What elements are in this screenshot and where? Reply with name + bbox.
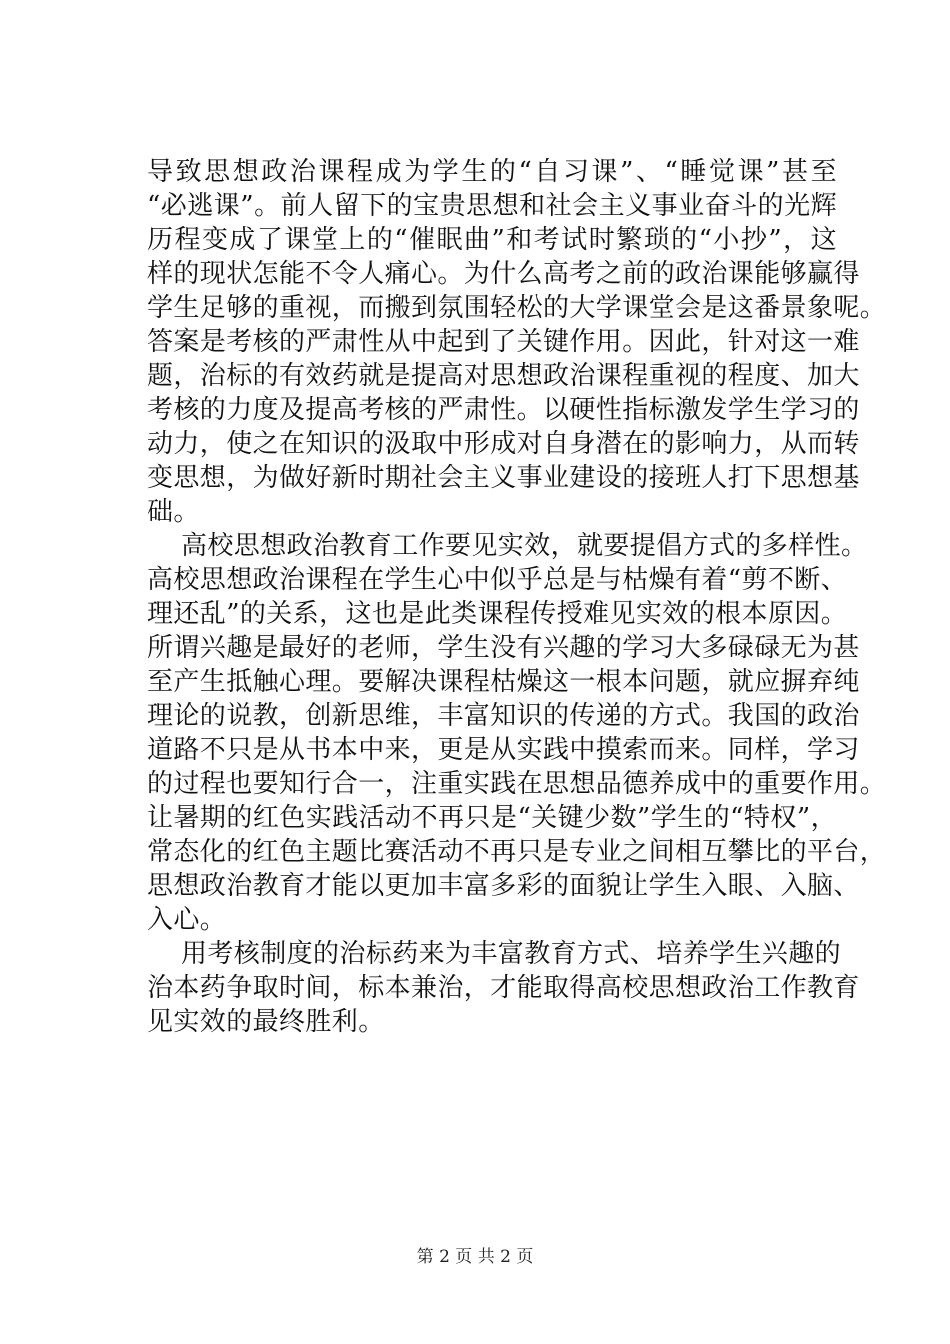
text-line: 让暑期的红色实践活动不再只是“关键少数”学生的“特权”， bbox=[147, 803, 837, 833]
text-line: 入心。 bbox=[147, 905, 227, 935]
text-line: 高校思想政治教育工作要见实效，就要提倡方式的多样性。 bbox=[181, 531, 868, 561]
paragraph-3 bbox=[147, 937, 860, 1039]
text-line: 导致思想政治课程成为学生的“自习课”、“睡觉课”甚至 bbox=[147, 157, 837, 187]
text-line: 理还乱”的关系，这也是此类课程传授难见实效的根本原因。 bbox=[147, 599, 848, 629]
text-line: 治本药争取时间，标本兼治，才能取得高校思想政治工作教育 bbox=[147, 973, 860, 1003]
text-line: 理论的说教，创新思维，丰富知识的传递的方式。我国的政治 bbox=[147, 701, 860, 731]
text-line: 考核的力度及提高考核的严肃性。以硬性指标激发学生学习的 bbox=[147, 395, 860, 425]
text-line: 用考核制度的治标药来为丰富教育方式、培养学生兴趣的 bbox=[181, 939, 842, 969]
text-line: 历程变成了课堂上的“催眠曲”和考试时繁琐的“小抄”，这 bbox=[147, 225, 837, 255]
text-line: 变思想，为做好新时期社会主义事业建设的接班人打下思想基 bbox=[147, 463, 860, 493]
text-line: 的过程也要知行合一，注重实践在思想品德养成中的重要作用。 bbox=[147, 769, 887, 799]
text-line: 高校思想政治课程在学生心中似乎总是与枯燥有着“剪不断、 bbox=[147, 565, 848, 595]
document-body bbox=[147, 155, 887, 1039]
text-line: 学生足够的重视，而搬到氛围轻松的大学课堂会是这番景象呢。 bbox=[147, 293, 887, 323]
text-line: 题，治标的有效药就是提高对思想政治课程重视的程度、加大 bbox=[147, 361, 860, 391]
text-line: 常态化的红色主题比赛活动不再只是专业之间相互攀比的平台， bbox=[147, 837, 887, 867]
paragraph-2 bbox=[147, 529, 887, 937]
text-line: 所谓兴趣是最好的老师，学生没有兴趣的学习大多碌碌无为甚 bbox=[147, 633, 860, 663]
text-line: 见实效的最终胜利。 bbox=[147, 1007, 385, 1037]
paragraph-1 bbox=[147, 155, 887, 529]
page-number-footer: 第 2 页 共 2 页 bbox=[416, 1247, 534, 1267]
text-line: 至产生抵触心理。要解决课程枯燥这一根本问题，就应摒弃纯 bbox=[147, 667, 860, 697]
text-line: “必逃课”。前人留下的宝贵思想和社会主义事业奋斗的光辉 bbox=[147, 191, 837, 221]
text-line: 动力，使之在知识的汲取中形成对自身潜在的影响力，从而转 bbox=[147, 429, 860, 459]
text-line: 础。 bbox=[147, 497, 200, 527]
text-line: 思想政治教育才能以更加丰富多彩的面貌让学生入眼、入脑、 bbox=[147, 871, 860, 901]
text-line: 样的现状怎能不令人痛心。为什么高考之前的政治课能够赢得 bbox=[147, 259, 860, 289]
text-line: 道路不只是从书本中来，更是从实践中摸索而来。同样，学习 bbox=[147, 735, 860, 765]
text-line: 答案是考核的严肃性从中起到了关键作用。因此，针对这一难 bbox=[147, 327, 860, 357]
